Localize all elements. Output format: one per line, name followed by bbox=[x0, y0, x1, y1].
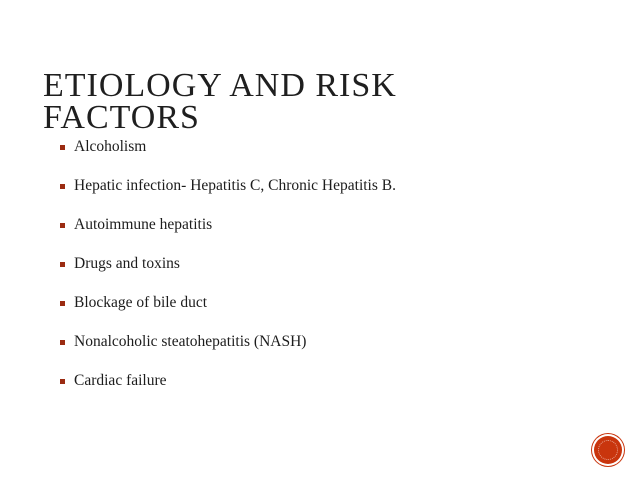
square-bullet-icon bbox=[60, 301, 65, 306]
square-bullet-icon bbox=[60, 340, 65, 345]
square-bullet-icon bbox=[60, 262, 65, 267]
list-item-text: Alcoholism bbox=[74, 138, 147, 155]
list-item bbox=[60, 176, 396, 215]
square-bullet-icon bbox=[60, 379, 65, 384]
list-item bbox=[60, 215, 396, 254]
list-item bbox=[60, 254, 396, 293]
decorative-circle-icon bbox=[594, 436, 622, 464]
list-item-text: Drugs and toxins bbox=[74, 255, 180, 272]
list-item bbox=[60, 332, 396, 371]
square-bullet-icon bbox=[60, 184, 65, 189]
list-item bbox=[60, 293, 396, 332]
bullet-list bbox=[60, 137, 396, 410]
decorative-circle-inner bbox=[598, 440, 618, 460]
list-item bbox=[60, 137, 396, 176]
list-item-text: Hepatic infection- Hepatitis C, Chronic Hepatitis B. bbox=[74, 177, 396, 194]
list-item-text: Autoimmune hepatitis bbox=[74, 216, 213, 233]
square-bullet-icon bbox=[60, 223, 65, 228]
list-item-text: Cardiac failure bbox=[74, 372, 167, 389]
slide-title: ETIOLOGY AND RISK FACTORS bbox=[43, 67, 397, 136]
list-item-text: Blockage of bile duct bbox=[74, 294, 207, 311]
list-item-text: Nonalcoholic steatohepatitis (NASH) bbox=[74, 333, 307, 350]
square-bullet-icon bbox=[60, 145, 65, 150]
list-item bbox=[60, 371, 396, 410]
